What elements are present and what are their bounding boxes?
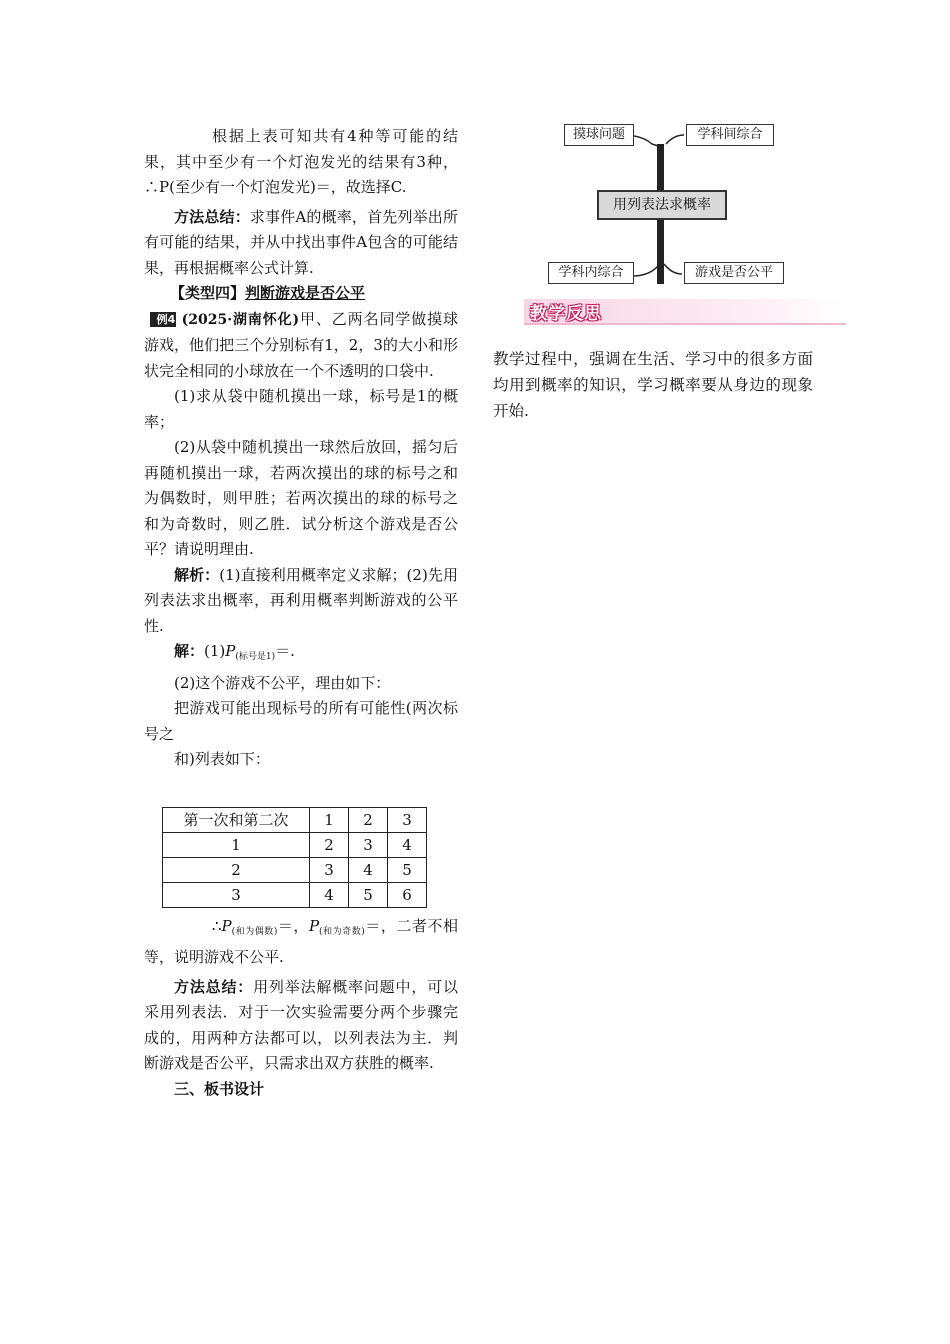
prob-subscript: (标号是1): [235, 652, 276, 662]
type4-title: 判断游戏是否公平: [245, 284, 366, 302]
method-summary-text: 求事件A的概率，首先列举出所有可能的结果，并从中找出事件A包含的可能结果，再根据概率公式计算.: [144, 207, 458, 277]
right-column: [493, 346, 813, 424]
table-header-cell: 2: [349, 807, 388, 832]
question-2: (2)从袋中随机摸出一球然后放回，摇匀后再随机摸出一球，若两次摸出的球的标号之和为偶数时，则甲胜；若两次摸出的球的标号之和为奇数时，则乙胜．试分析这个游戏是否公平？请说明理由.: [144, 438, 458, 558]
table-cell: 2: [163, 857, 310, 882]
analysis-label: 解析：: [174, 565, 220, 584]
left-column: [144, 124, 458, 1102]
board-design-mindmap: [524, 116, 854, 326]
table-row: [163, 882, 427, 907]
method-summary-1: [144, 205, 458, 282]
prob-symbol: P: [308, 916, 320, 935]
method-summary-2: [144, 975, 458, 1077]
solution-2: (2)这个游戏不公平，理由如下：: [174, 673, 391, 692]
reflection-title: 教学反思: [530, 304, 602, 324]
node-top-left: 摸球问题: [564, 124, 634, 146]
example-badge-icon: 例4: [150, 312, 176, 327]
table-cell: 4: [349, 857, 388, 882]
table-cell: 5: [388, 857, 427, 882]
prob-symbol: P: [225, 642, 236, 660]
solution-1-suffix: ＝.: [275, 642, 295, 660]
conclusion-mid: ＝，: [277, 916, 309, 935]
solution-3a: 把游戏可能出现标号的所有可能性(两次标号之: [144, 699, 458, 743]
table-cell: 5: [349, 882, 388, 907]
solution-label: 解：: [174, 642, 205, 660]
table-cell: 4: [310, 882, 349, 907]
table-header-cell: 第一次和第二次: [163, 807, 310, 832]
example-text: 甲、乙两名同学做摸球游戏，他们把三个分别标有1，2，3的大小和形状完全相同的小球放在一个不透明的口袋中.: [144, 309, 458, 380]
reflection-text: 教学过程中，强调在生活、学习中的很多方面均用到概率的知识，学习概率要从身边的现象开始.: [493, 350, 813, 420]
example-4-paragraph: [144, 307, 458, 385]
solution-1: [144, 639, 458, 671]
sum-table: [162, 807, 427, 908]
type4-bracket: 【类型四】: [170, 284, 246, 302]
analysis-paragraph: [144, 563, 458, 640]
node-bottom-right: 游戏是否公平: [684, 262, 784, 284]
method-summary-label: 方法总结：: [174, 977, 254, 996]
table-header-cell: 1: [310, 807, 349, 832]
prob-subscript: (和为偶数): [231, 926, 278, 937]
solution-3b: 和)列表如下：: [174, 750, 270, 768]
therefore-symbol: ∴: [212, 916, 222, 935]
table-row: [163, 832, 427, 857]
conclusion-suffix: ＝，二者不相等，说明游戏不公平.: [144, 916, 458, 966]
connector-bottom-right: [664, 264, 682, 274]
example-source: (2025·湖南怀化): [181, 311, 300, 328]
connector-bottom-left: [632, 266, 658, 276]
table-cell: 3: [310, 857, 349, 882]
node-bottom-left: 学科内综合: [548, 262, 634, 284]
table-header-row: [163, 807, 427, 832]
node-top-right: 学科间综合: [686, 124, 774, 146]
prob-subscript: (和为奇数): [319, 926, 365, 937]
table-cell: 4: [388, 832, 427, 857]
method-summary-label: 方法总结：: [174, 207, 250, 226]
table-cell: 1: [163, 832, 310, 857]
solution-1-prefix: (1): [204, 642, 226, 660]
prob-symbol: P: [221, 916, 232, 935]
question-1: (1)求从袋中随机摸出一球，标号是1的概率；: [144, 387, 458, 431]
analysis-text: (1)直接利用概率定义求解；(2)先用列表法求出概率，再利用概率判断游戏的公平性.: [144, 565, 458, 635]
conclusion-paragraph: 根据上表可知共有4种等可能的结果，其中至少有一个灯泡发光的结果有3种，∴P(至少有一个灯泡发光)＝，故选择C.: [144, 127, 458, 196]
table-cell: 2: [310, 832, 349, 857]
table-header-cell: 3: [388, 807, 427, 832]
table-row: [163, 857, 427, 882]
table-cell: 3: [163, 882, 310, 907]
table-cell: 6: [388, 882, 427, 907]
node-center: 用列表法求概率: [597, 190, 727, 220]
method-summary-text: 用列举法解概率问题中，可以采用列表法．对于一次实验需要分两个步骤完成的，用两种方法都可以，以列表法为主．判断游戏是否公平，只需求出双方获胜的概率.: [144, 977, 458, 1072]
section-heading: 三、板书设计: [174, 1079, 265, 1098]
connector-top-right: [666, 135, 684, 144]
reflection-banner: [524, 299, 846, 325]
table-cell: 3: [349, 832, 388, 857]
type4-heading: [144, 281, 458, 307]
table-conclusion: [144, 914, 458, 971]
